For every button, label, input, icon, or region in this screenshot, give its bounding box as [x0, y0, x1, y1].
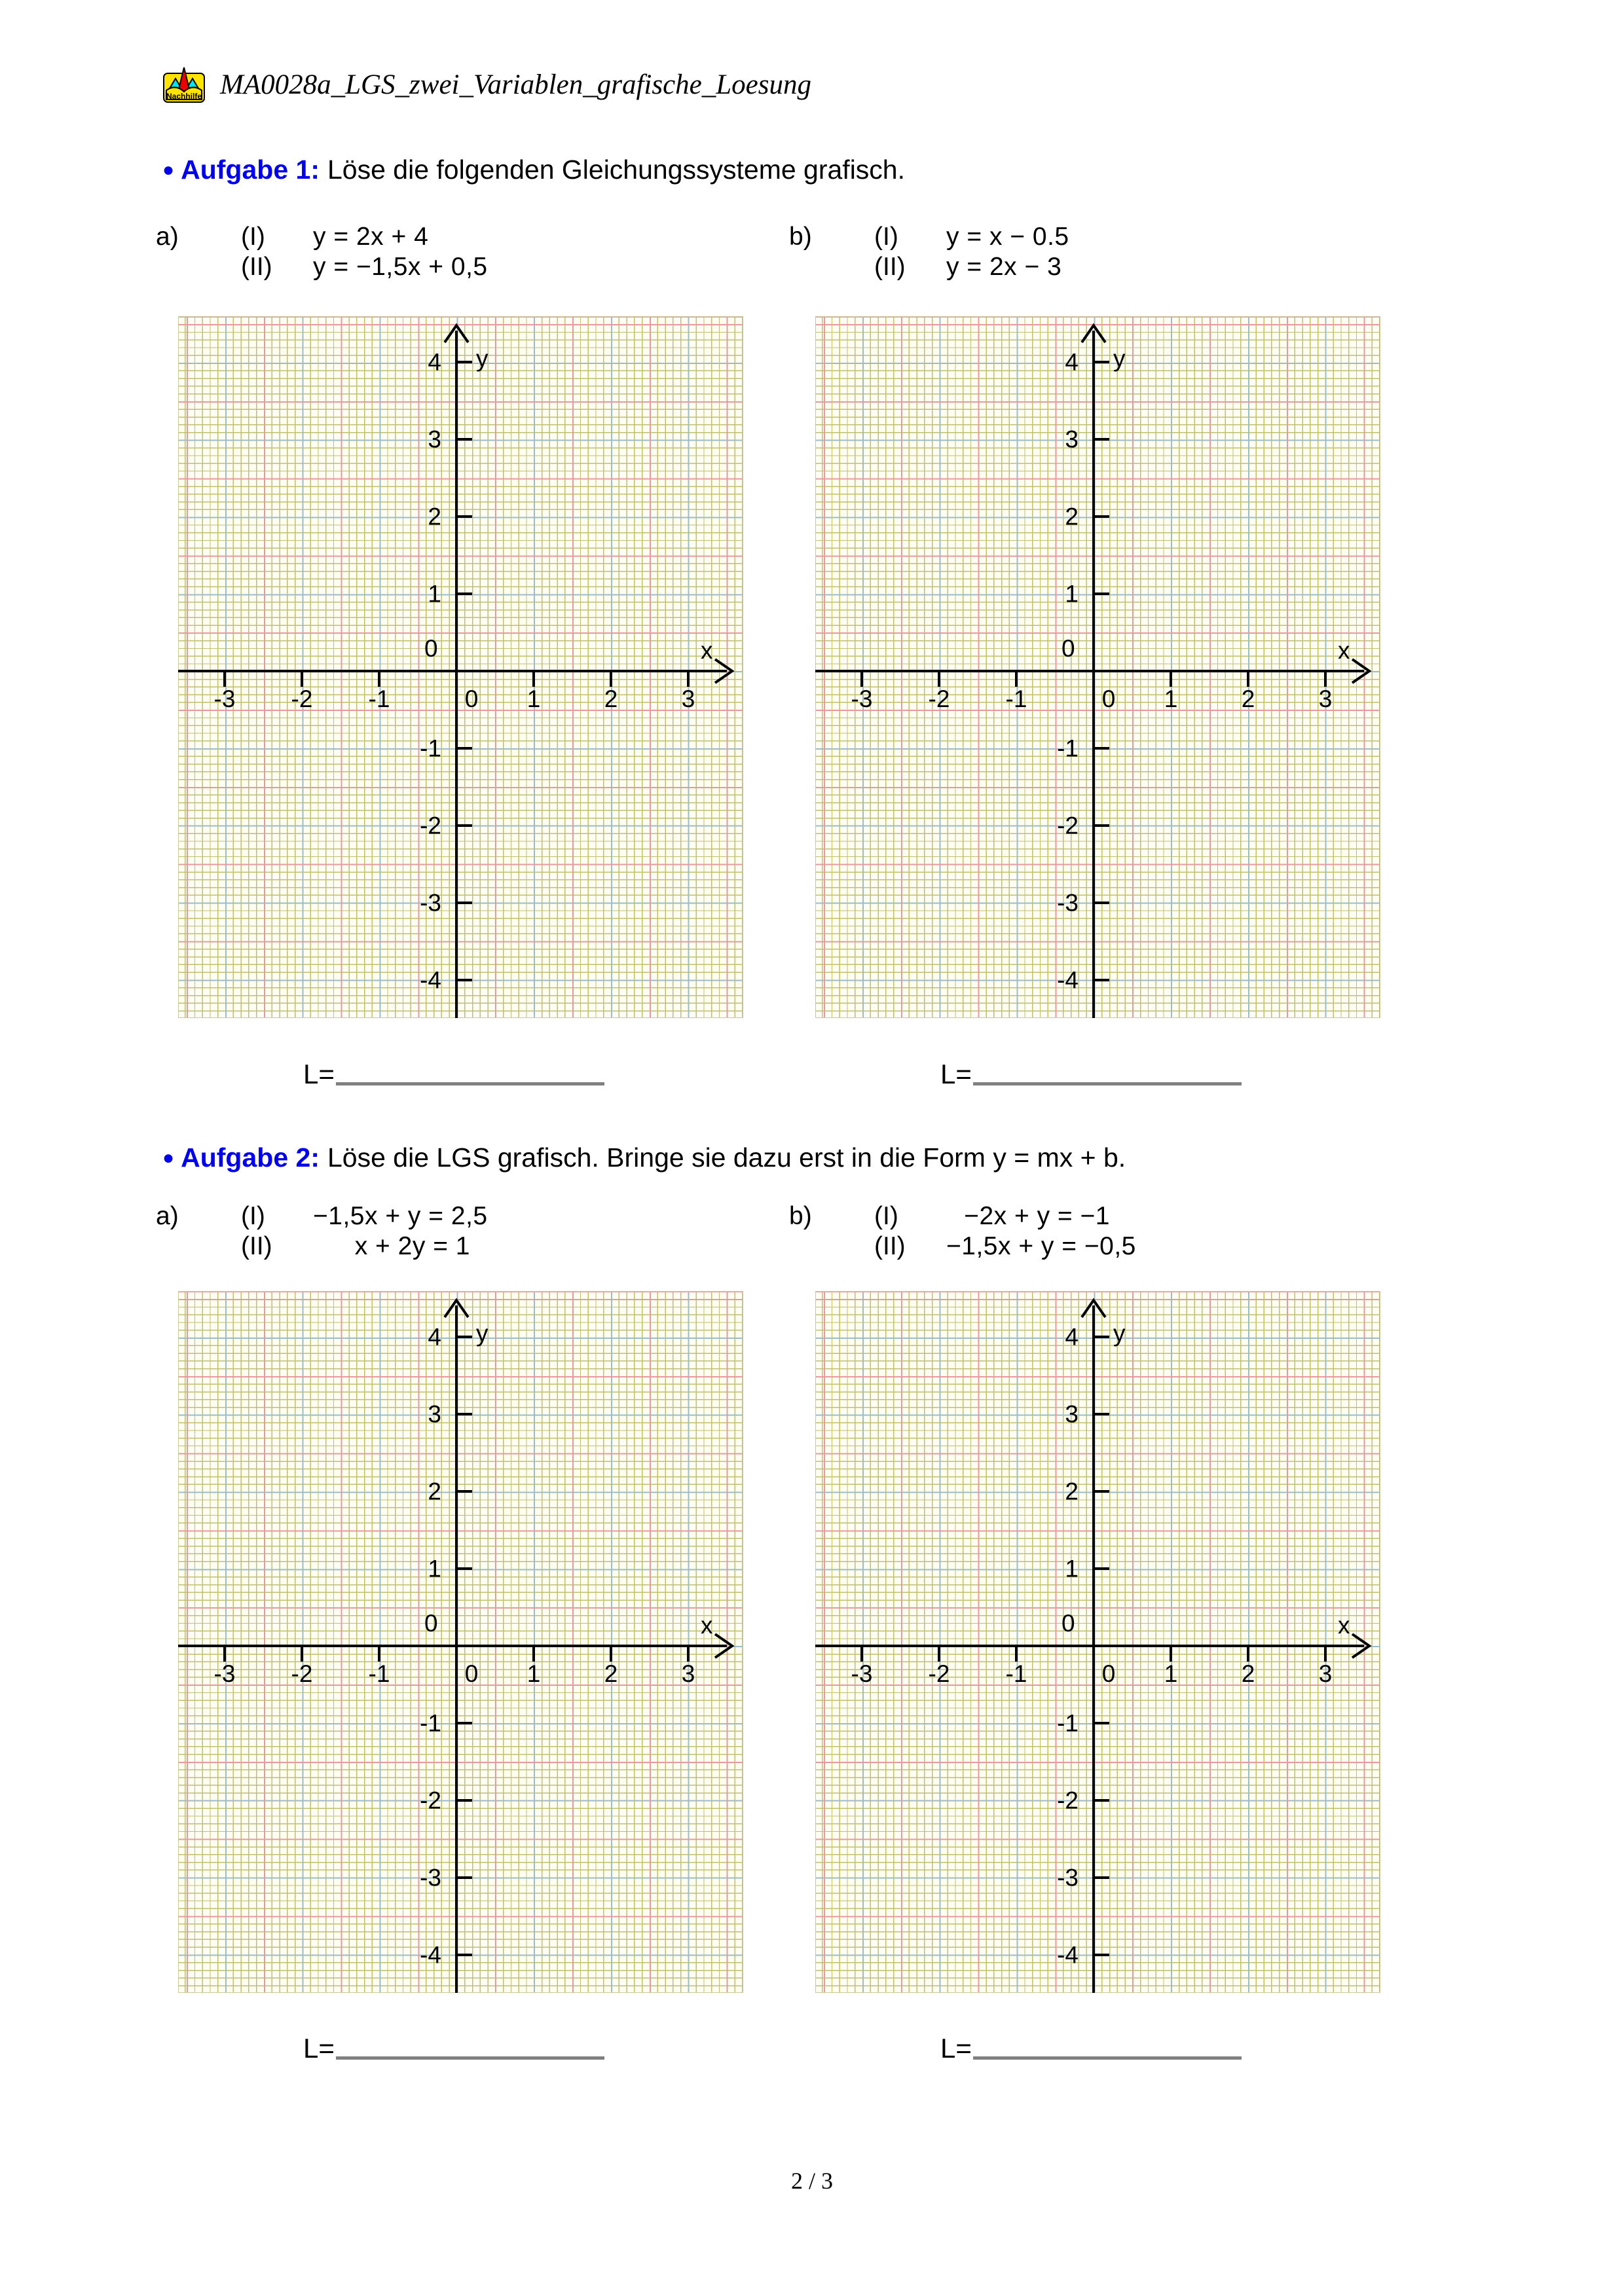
- problem-letter-1a: a): [156, 223, 179, 251]
- equation-row: [874, 1232, 1136, 1262]
- y-axis-label: y: [476, 345, 489, 372]
- x-tick-label: -2: [291, 1660, 313, 1687]
- x-axis-label: x: [701, 637, 713, 664]
- solution-label: L=: [940, 1059, 972, 1089]
- x-tick-label: 0: [464, 1660, 479, 1687]
- equation-body: y = 2x + 4: [313, 223, 429, 251]
- axes: [815, 316, 1380, 1018]
- y-tick-label: 4: [1065, 348, 1079, 376]
- x-tick-label: -3: [213, 685, 236, 712]
- equation-body: y = x − 0.5: [946, 223, 1069, 251]
- x-tick-label: 3: [1318, 1660, 1333, 1687]
- x-axis-label: x: [1338, 1612, 1350, 1639]
- equation-body: x + 2y = 1: [354, 1232, 470, 1260]
- y-tick-label: 1: [1065, 1555, 1079, 1582]
- equation-row: [241, 1202, 488, 1232]
- task-heading-2: [162, 1142, 1126, 1173]
- y-axis-label: y: [476, 1320, 489, 1347]
- y-tick-label: -3: [1057, 1864, 1079, 1891]
- y-tick-label: 3: [1065, 1400, 1079, 1428]
- solution-blank[interactable]: [336, 2056, 604, 2060]
- equation-body: y = 2x − 3: [946, 253, 1062, 281]
- y-tick-label: -4: [420, 1941, 441, 1969]
- equation-roman: (II): [874, 253, 906, 281]
- x-tick-label: -1: [368, 1660, 390, 1687]
- x-axis-label: x: [1338, 637, 1350, 664]
- x-tick-label: -2: [928, 685, 950, 712]
- solution-blank[interactable]: [973, 1082, 1242, 1085]
- y-tick-label: 2: [1065, 1478, 1079, 1505]
- x-tick-label: 1: [526, 1660, 541, 1687]
- x-tick-label: -2: [291, 685, 313, 712]
- y-tick-label: 4: [428, 348, 441, 376]
- page-footer: 2 / 3: [790, 2168, 833, 2194]
- axes: [178, 1291, 743, 1993]
- equation-roman: (II): [874, 1232, 906, 1260]
- origin-label: 0: [424, 635, 438, 662]
- x-tick-label: -3: [213, 1660, 236, 1687]
- problem-letter-2b: b): [789, 1202, 812, 1230]
- x-tick-label: 3: [681, 1660, 695, 1687]
- equation-roman: (I): [241, 223, 265, 251]
- origin-label: 0: [424, 1610, 438, 1637]
- y-tick-label: 1: [428, 1555, 441, 1582]
- y-tick-label: -1: [1057, 735, 1079, 762]
- solution-field-1b[interactable]: [940, 1061, 1242, 1088]
- x-tick-label: -1: [1005, 685, 1027, 712]
- bullet-icon: ●: [162, 159, 175, 181]
- x-tick-label: -2: [928, 1660, 950, 1687]
- x-tick-label: -3: [851, 1660, 873, 1687]
- equation-body: −1,5x + y = 2,5: [313, 1202, 488, 1230]
- x-tick-label: 3: [1318, 685, 1333, 712]
- solution-field-1a[interactable]: [303, 1061, 604, 1088]
- y-tick-label: -1: [420, 735, 441, 762]
- y-tick-label: -1: [420, 1709, 441, 1737]
- y-tick-label: -1: [1057, 1709, 1079, 1737]
- solution-blank[interactable]: [973, 2056, 1242, 2060]
- y-tick-label: 1: [428, 580, 441, 608]
- x-tick-label: 2: [1241, 685, 1255, 712]
- x-tick-label: -1: [1005, 1660, 1027, 1687]
- y-tick-label: -4: [1057, 966, 1079, 994]
- equation-roman: (I): [874, 1202, 898, 1230]
- x-tick-label: 1: [1164, 1660, 1178, 1687]
- x-tick-label: 3: [681, 685, 695, 712]
- equation-roman: (II): [241, 1232, 272, 1260]
- equation-row: [241, 253, 488, 283]
- y-tick-label: 4: [1065, 1323, 1079, 1351]
- x-tick-label: 1: [1164, 685, 1178, 712]
- equation-row: [241, 1232, 488, 1262]
- problem-2a: [156, 1202, 614, 1274]
- nachhilfe-logo-icon: [162, 65, 206, 103]
- y-tick-label: 2: [428, 1478, 441, 1505]
- x-tick-label: -3: [851, 685, 873, 712]
- y-tick-label: -2: [1057, 812, 1079, 839]
- equation-row: [874, 253, 1069, 283]
- y-tick-label: -2: [420, 1787, 441, 1814]
- task-heading-1: [162, 155, 905, 185]
- equation-row: [241, 223, 488, 253]
- y-tick-label: -3: [420, 1864, 441, 1891]
- solution-field-2b[interactable]: [940, 2035, 1242, 2062]
- solution-field-2a[interactable]: [303, 2035, 604, 2062]
- task-label-2: Aufgabe 2:: [181, 1142, 320, 1173]
- x-tick-label: 2: [604, 685, 618, 712]
- y-tick-label: -4: [420, 966, 441, 994]
- y-tick-label: 2: [1065, 503, 1079, 530]
- y-tick-label: 3: [428, 1400, 441, 1428]
- solution-blank[interactable]: [336, 1082, 604, 1085]
- coordinate-grid-1b[interactable]: [815, 316, 1380, 1018]
- solution-label: L=: [940, 2033, 972, 2064]
- coordinate-grid-1a[interactable]: [178, 316, 743, 1018]
- axes: [178, 316, 743, 1018]
- problem-2b: [789, 1202, 1287, 1274]
- task-text-2: Löse die LGS grafisch. Bringe sie dazu erst in die Form y = mx + b.: [327, 1142, 1126, 1173]
- y-tick-label: -2: [1057, 1787, 1079, 1814]
- solution-label: L=: [303, 2033, 335, 2064]
- y-tick-label: 4: [428, 1323, 441, 1351]
- origin-label: 0: [1061, 635, 1075, 662]
- y-tick-label: -3: [420, 889, 441, 917]
- x-tick-label: 2: [1241, 1660, 1255, 1687]
- coordinate-grid-2a[interactable]: [178, 1291, 743, 1993]
- task-label-1: Aufgabe 1:: [181, 155, 320, 185]
- equation-roman: (I): [874, 223, 898, 251]
- problem-letter-2a: a): [156, 1202, 179, 1230]
- equation-roman: (I): [241, 1202, 265, 1230]
- equation-body: −2x + y = −1: [964, 1202, 1110, 1230]
- y-tick-label: -4: [1057, 1941, 1079, 1969]
- axes: [815, 1291, 1380, 1993]
- y-tick-label: -3: [1057, 889, 1079, 917]
- equation-row: [874, 1202, 1136, 1232]
- origin-label: 0: [1061, 1610, 1075, 1637]
- problem-1a: [156, 223, 614, 295]
- x-tick-label: 0: [1101, 685, 1116, 712]
- equation-row: [874, 223, 1069, 253]
- y-tick-label: 2: [428, 503, 441, 530]
- y-axis-label: y: [1113, 345, 1126, 372]
- x-tick-label: -1: [368, 685, 390, 712]
- y-tick-label: 3: [1065, 426, 1079, 453]
- equation-body: y = −1,5x + 0,5: [313, 253, 488, 281]
- equation-roman: (II): [241, 253, 272, 281]
- x-tick-label: 0: [1101, 1660, 1116, 1687]
- y-axis-label: y: [1113, 1320, 1126, 1347]
- bullet-icon: ●: [162, 1147, 175, 1169]
- svg-text:Nachhilfe: Nachhilfe: [166, 92, 202, 101]
- x-axis-label: x: [701, 1612, 713, 1639]
- document-header: [162, 65, 811, 103]
- x-tick-label: 2: [604, 1660, 618, 1687]
- task-text-1: Löse die folgenden Gleichungssysteme grafisch.: [327, 155, 906, 185]
- coordinate-grid-2b[interactable]: [815, 1291, 1380, 1993]
- x-tick-label: 0: [464, 685, 479, 712]
- document-title: MA0028a_LGS_zwei_Variablen_grafische_Loesung: [220, 69, 811, 100]
- y-tick-label: 3: [428, 426, 441, 453]
- problem-letter-1b: b): [789, 223, 812, 251]
- x-tick-label: 1: [526, 685, 541, 712]
- equation-body: −1,5x + y = −0,5: [946, 1232, 1136, 1260]
- y-tick-label: 1: [1065, 580, 1079, 608]
- y-tick-label: -2: [420, 812, 441, 839]
- solution-label: L=: [303, 1059, 335, 1089]
- problem-1b: [789, 223, 1247, 295]
